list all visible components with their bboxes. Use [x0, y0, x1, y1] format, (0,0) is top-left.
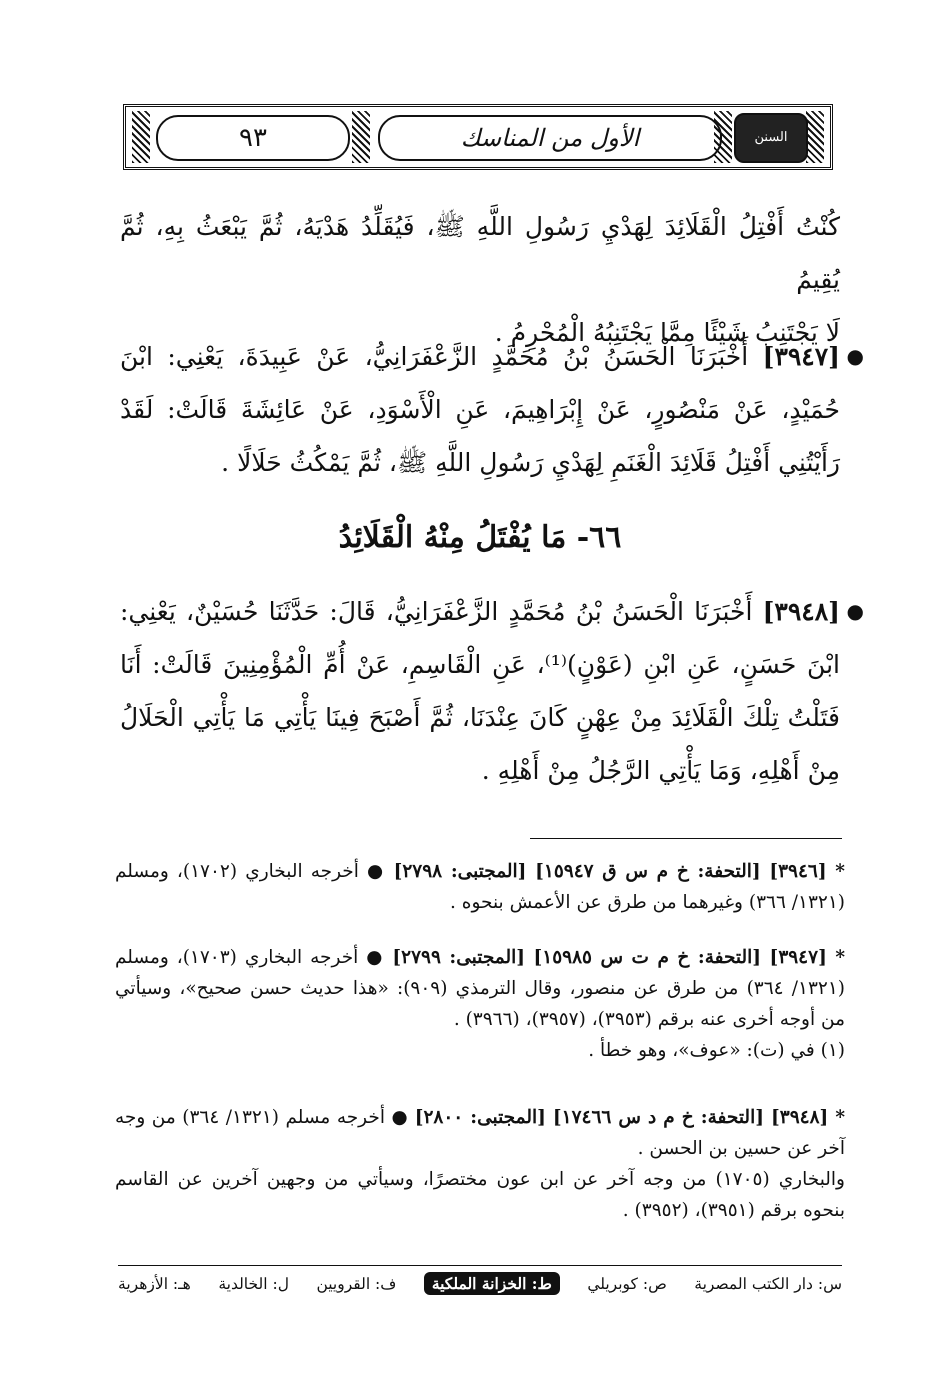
hadith-text: أَخْبَرَنَا الْحَسَنُ بْنُ مُحَمَّدٍ الزَّعْفَرَانِيُّ، قَالَ: حَدَّثَنَا حُسَيْنٌ، يَعْنِي: ابْنَ حَسَنٍ، عَنِ ابْنِ (عَوْنٍ)⁽¹⁾، عَنِ الْقَاسِمِ، عَنْ أُمِّ الْمُؤْمِنِينَ قَالَتْ: أَنَا فَتَلْتُ تِلْكَ الْقَلَائِدَ مِنْ عِهْنٍ كَانَ عِنْدَنَا، ثُمَّ أَصْبَحَ فِينَا يَأْتِي مَا يَأْتِي الْحَلَالُ مِنْ أَهْلِهِ، وَمَا يَأْتِي الرَّجُلُ مِنْ أَهْلِهِ .: [120, 597, 840, 785]
bullet-icon: ●: [846, 344, 864, 368]
chapter-title: الأول من المناسك: [378, 115, 722, 161]
footnote-ref: * [٣٩٤٧] [التحفة: خ م ت س ١٥٩٨٥] [المجتبى: ٢٧٩٩]: [392, 947, 845, 968]
footnote-ref: * [٣٩٤٦] [التحفة: خ م س ق ١٥٩٤٧] [المجتبى: ٢٧٩٨]: [393, 861, 845, 882]
footnote-3947: [115, 942, 845, 1066]
book-logo: السنن الكبرى: [734, 113, 808, 163]
hadith-3947: [120, 330, 864, 489]
footnote-divider: [530, 838, 842, 839]
manuscript-sigla: [118, 1272, 842, 1295]
siglum: ل: الخالدية: [218, 1274, 289, 1293]
ornament-left-inner: [352, 111, 370, 163]
footnote-note: (١) في (ت): «عوف»، وهو خطأ .: [588, 1040, 845, 1061]
hadith-number: [٣٩٤٨]: [762, 597, 840, 626]
footnote-text-continued: والبخاري (١٧٠٥) من وجه آخر عن ابن عون مختصرًا، وسيأتي من وجهين آخرين عن القاسم بنحوه برقم (٣٩٥١)، (٣٩٥٢) .: [115, 1169, 845, 1221]
bullet-icon: ●: [846, 599, 864, 623]
footnote-text: ● أخرجه البخاري (١٧٠٣)، ومسلم (١٣٢١/ ٣٦٤) من طرق عن منصور، وقال الترمذي (٩٠٩): «هذا حديث حسن صحيح»، وسيأتي من أوجه أخرى عنه برقم (٣٩٥٣)، (٣٩٥٧)، (٣٩٦٦) .: [115, 947, 845, 1030]
siglum-highlighted: ط: الخزانة الملكية: [424, 1272, 560, 1295]
section-title: ٦٦- مَا يُفْتَلُ مِنْهُ الْقَلَائِدُ: [338, 520, 622, 555]
siglum: ص: كوبريلي: [587, 1274, 667, 1293]
siglum: ف: القرويين: [316, 1274, 397, 1293]
running-header: [123, 104, 833, 191]
ornament-left-outer: [132, 111, 150, 163]
page-number: ٩٣: [156, 115, 350, 161]
text-line: كُنْتُ أَفْتِلُ الْقَلَائِدَ لِهَدْيِ رَسُولِ اللَّهِ ﷺ، فَيُقَلِّدُ هَدْيَهُ، ثُمَّ يَبْعَثُ بِهِ، ثُمَّ يُقِيمُ: [120, 212, 840, 294]
ornament-right-outer: [806, 111, 824, 163]
hadith-text: أَخْبَرَنَا الْحَسَنُ بْنُ مُحَمَّدٍ الزَّعْفَرَانِيُّ، عَنْ عَبِيدَةَ، يَعْنِي: ابْنَ حُمَيْدٍ، عَنْ مَنْصُورٍ، عَنْ إِبْرَاهِيمَ، عَنِ الْأَسْوَدِ، عَنْ عَائِشَةَ قَالَتْ: لَقَدْ رَأَيْتُنِي أَفْتِلُ قَلَائِدَ الْغَنَمِ لِهَدْيِ رَسُولِ اللَّهِ ﷺ، ثُمَّ يَمْكُثُ حَلَالًا .: [120, 342, 840, 477]
footnote-3948: [115, 1102, 845, 1226]
footnote-text: ● أخرجه البخاري (١٧٠٢)، ومسلم (١٣٢١/ ٣٦٦) وغيرهما من طرق عن الأعمش بنحوه .: [115, 861, 845, 913]
text-line: لَا يَجْتَنِبُ شَيْئًا مِمَّا يَجْتَنِبُهُ الْمُحْرِمُ .: [494, 318, 840, 347]
hadith-3948: [120, 585, 864, 797]
siglum: هـ: الأزهرية: [118, 1274, 191, 1293]
hadith-number: [٣٩٤٧]: [762, 342, 840, 371]
sigla-divider: [118, 1265, 842, 1266]
footnote-text: ● أخرجه مسلم (١٣٢١/ ٣٦٤) من وجه آخر عن حسين بن الحسن .: [115, 1107, 845, 1159]
footnote-ref: * [٣٩٤٨] [التحفة: خ م د س ١٧٤٦٦] [المجتبى: ٢٨٠٠]: [414, 1107, 845, 1128]
footnote-3946: [115, 856, 845, 918]
siglum: س: دار الكتب المصرية: [694, 1274, 842, 1293]
